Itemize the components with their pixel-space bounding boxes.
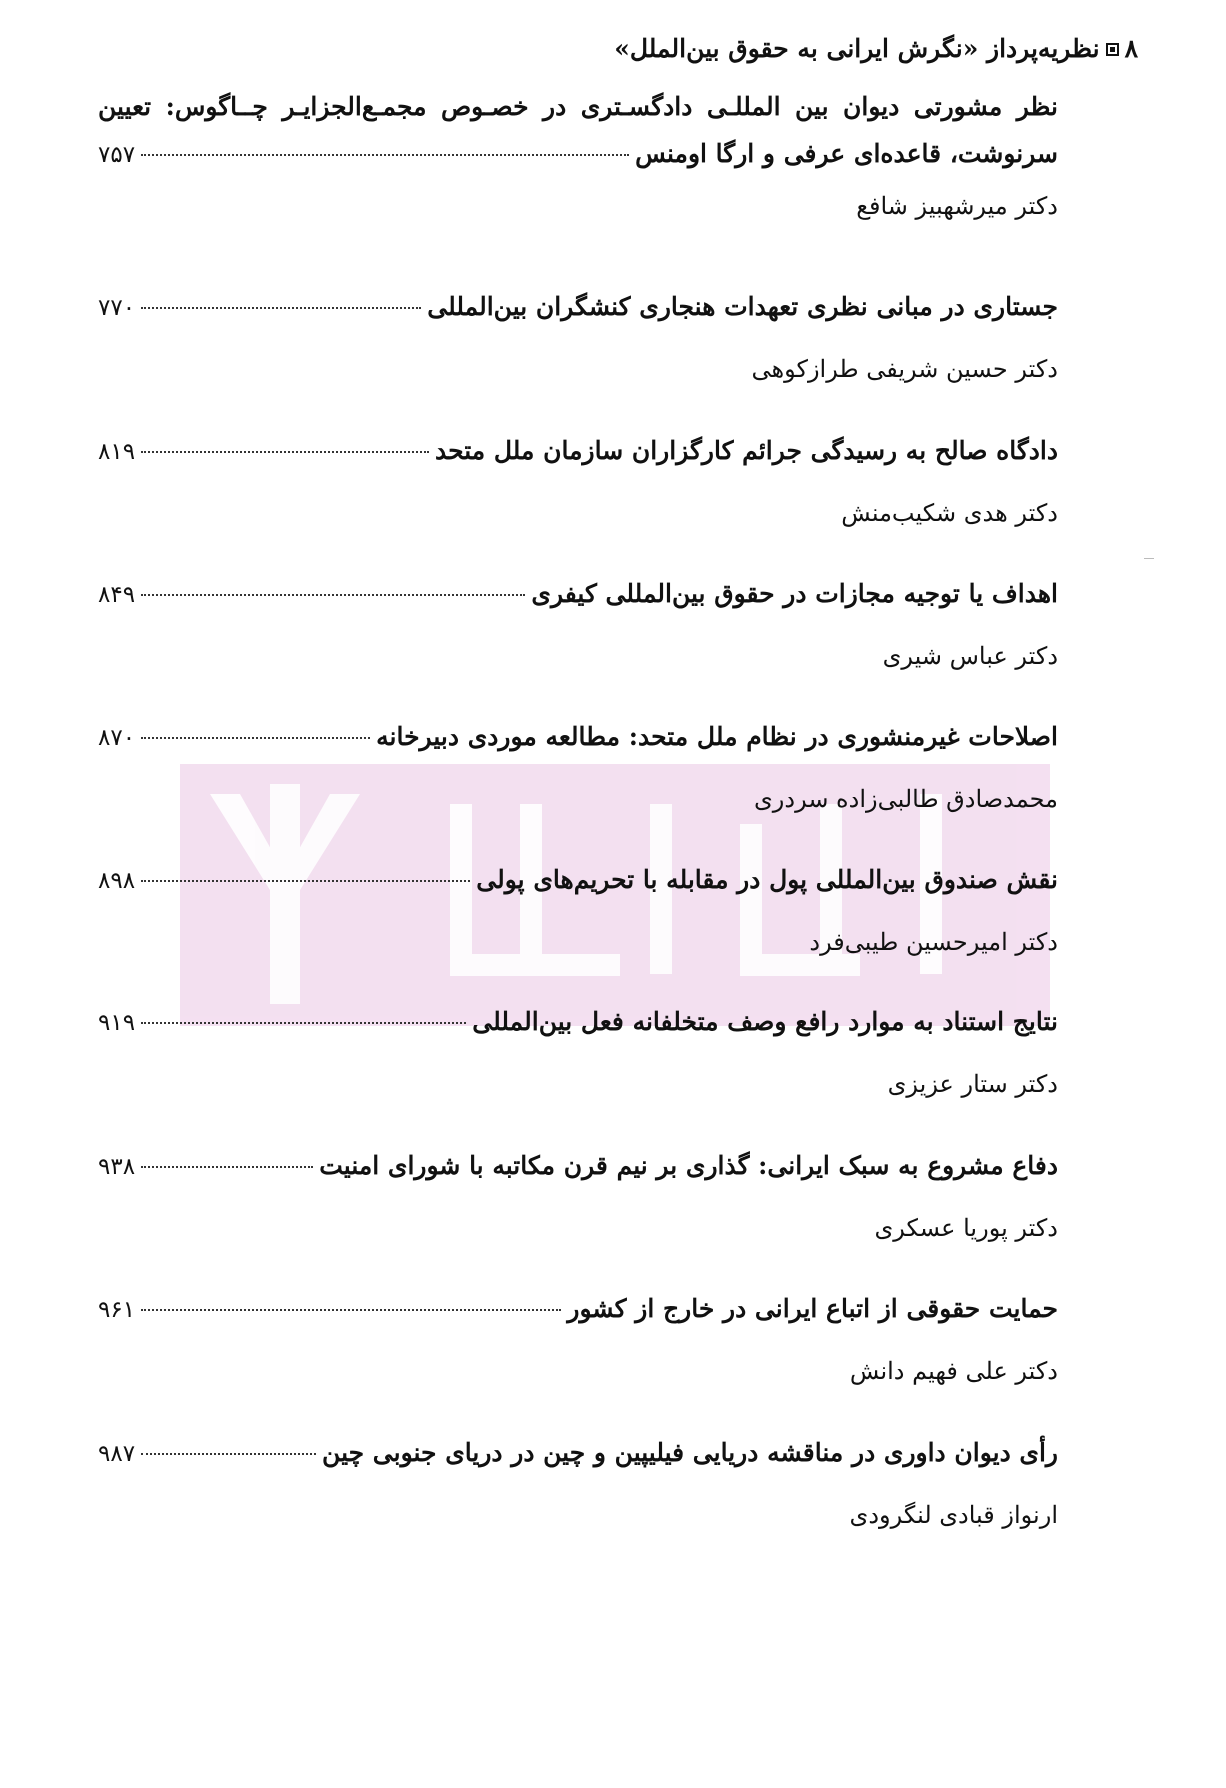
running-title: نظریه‌پرداز «نگرش ایرانی به حقوق بین‌الملل» — [614, 34, 1100, 63]
toc-author: دکتر امیرحسین طیبی‌فرد — [809, 928, 1058, 956]
toc-author: ارنواز قبادی لنگرودی — [849, 1501, 1058, 1529]
toc-entry — [98, 579, 1058, 670]
toc-page-number: ۸۷۰ — [98, 725, 136, 751]
toc-entry — [98, 1151, 1058, 1242]
toc-entry — [98, 722, 1058, 813]
toc-title: نتایج استناد به موارد رافع وصف متخلفانه فعل بین‌المللی — [472, 1007, 1058, 1036]
toc-title: اصلاحات غیرمنشوری در نظام ملل متحد: مطالعه موردی دبیرخانه — [376, 722, 1058, 751]
toc-page-number: ۸۹۸ — [98, 868, 136, 894]
toc-author: محمدصادق طالبی‌زاده سردری — [754, 785, 1058, 813]
toc-title-line1: نظر مشورتی دیوان بین المللـی دادگسـتری در خصـوص مجمـع‌الجزایـر چــاگوس: تعیین — [98, 92, 1058, 121]
toc-author: دکتر میرشهبیز شافع — [856, 192, 1058, 220]
running-header — [614, 34, 1138, 63]
dot-leader — [141, 1022, 466, 1024]
toc-entry — [98, 1438, 1058, 1529]
square-bullet-icon — [1106, 43, 1119, 56]
dot-leader — [141, 154, 629, 156]
toc-page-number: ۹۶۱ — [98, 1297, 136, 1323]
toc-entry — [98, 92, 1058, 220]
dot-leader — [141, 880, 470, 882]
toc-author: دکتر عباس شیری — [882, 642, 1058, 670]
dot-leader — [141, 1309, 561, 1311]
toc-author: دکتر علی فهیم دانش — [849, 1357, 1058, 1385]
dot-leader — [141, 1453, 316, 1455]
toc-title: جستاری در مبانی نظری تعهدات هنجاری کنشگران بین‌المللی — [427, 292, 1058, 321]
toc-entry — [98, 865, 1058, 956]
toc-title: دادگاه صالح به رسیدگی جرائم کارگزاران سازمان ملل متحد — [434, 436, 1058, 465]
dot-leader — [141, 594, 525, 596]
toc-page-number: ۹۸۷ — [98, 1441, 136, 1467]
toc-page-number: ۸۱۹ — [98, 439, 136, 465]
page-number: ۸ — [1124, 34, 1138, 63]
toc-page-number: ۹۱۹ — [98, 1010, 136, 1036]
toc-title: رأی دیوان داوری در مناقشه دریایی فیلیپین و چین در دریای جنوبی چین — [322, 1438, 1058, 1467]
toc-title: نقش صندوق بین‌المللی پول در مقابله با تحریم‌های پولی — [476, 865, 1058, 894]
toc-title: اهداف یا توجیه مجازات در حقوق بین‌المللی کیفری — [531, 579, 1058, 608]
margin-mark — [1144, 558, 1154, 559]
toc-author: دکتر ستار عزیزی — [887, 1070, 1058, 1098]
dot-leader — [141, 1166, 313, 1168]
toc-author: دکتر پوریا عسکری — [874, 1214, 1058, 1242]
toc-title: سرنوشت، قاعده‌ای عرفی و ارگا اومنس — [635, 139, 1058, 168]
toc-author: دکتر حسین شریفی طرازکوهی — [751, 355, 1058, 383]
toc-entry — [98, 292, 1058, 383]
dot-leader — [141, 307, 421, 309]
toc-title: دفاع مشروع به سبک ایرانی: گذاری بر نیم قرن مکاتبه با شورای امنیت — [319, 1151, 1058, 1180]
toc-title: حمایت حقوقی از اتباع ایرانی در خارج از کشور — [567, 1294, 1058, 1323]
toc-entry — [98, 436, 1058, 527]
toc-page-number: ۸۴۹ — [98, 582, 136, 608]
toc-page-number: ۷۵۷ — [98, 142, 136, 168]
toc-author: دکتر هدی شکیب‌منش — [841, 499, 1058, 527]
toc-page-number: ۹۳۸ — [98, 1154, 136, 1180]
toc-page-number: ۷۷۰ — [98, 295, 136, 321]
toc-entry — [98, 1007, 1058, 1098]
toc-entry — [98, 1294, 1058, 1385]
dot-leader — [141, 737, 370, 739]
dot-leader — [141, 451, 429, 453]
